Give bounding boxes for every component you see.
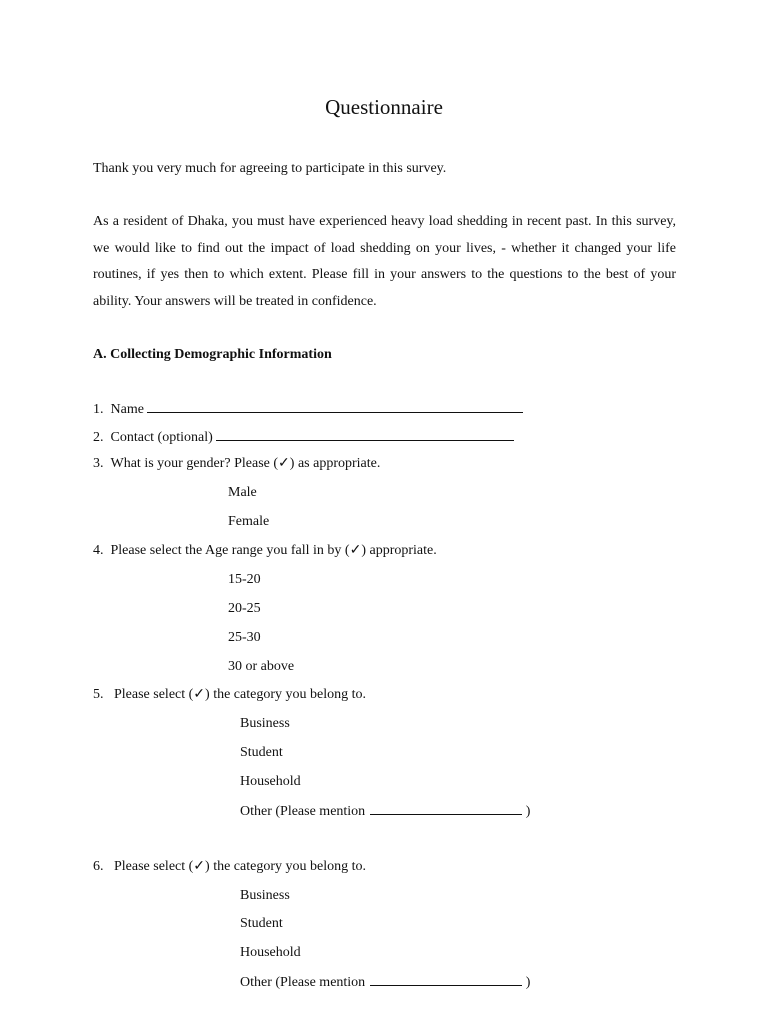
other-close-paren: ): [525, 804, 531, 819]
question-label: Name: [110, 402, 144, 417]
other-label: Other (Please mention: [240, 975, 366, 990]
option-household[interactable]: Household: [240, 945, 301, 960]
question-label: What is your gender? Please (✓) as appropriate.: [110, 456, 381, 471]
question-number: 5.: [93, 687, 104, 702]
option-student[interactable]: Student: [240, 745, 283, 760]
option-business[interactable]: Business: [240, 716, 290, 731]
question-label: Please select (✓) the category you belong to.: [114, 859, 366, 874]
option-business[interactable]: Business: [240, 888, 290, 903]
option-student[interactable]: Student: [240, 916, 283, 931]
question-label: Please select the Age range you fall in by (✓) appropriate.: [110, 543, 437, 558]
question-label: Please select (✓) the category you belong to.: [114, 687, 366, 702]
question-category: [93, 684, 366, 706]
question-gender: [93, 453, 380, 475]
option-other[interactable]: [240, 800, 530, 823]
question-number: 3.: [93, 456, 104, 471]
option-age-20-25[interactable]: 20-25: [228, 601, 261, 616]
other-label: Other (Please mention: [240, 804, 366, 819]
option-female[interactable]: Female: [228, 514, 270, 529]
question-category-2: [93, 856, 366, 878]
other-blank-line[interactable]: [370, 800, 522, 815]
question-number: 2.: [93, 430, 104, 445]
question-number: 6.: [93, 859, 104, 874]
option-household[interactable]: Household: [240, 774, 301, 789]
option-age-25-30[interactable]: 25-30: [228, 630, 261, 645]
contact-blank-line[interactable]: [216, 426, 514, 441]
question-number: 4.: [93, 543, 104, 558]
other-close-paren: ): [525, 975, 531, 990]
name-blank-line[interactable]: [147, 398, 523, 413]
question-label: Contact (optional): [110, 430, 213, 445]
option-other[interactable]: [240, 971, 530, 994]
option-male[interactable]: Male: [228, 485, 257, 500]
section-heading: A. Collecting Demographic Information: [93, 347, 332, 362]
document-title: Questionnaire: [325, 95, 443, 119]
question-contact: [93, 426, 514, 449]
intro-paragraph: Thank you very much for agreeing to participate in this survey.: [93, 161, 447, 176]
body-paragraph: As a resident of Dhaka, you must have experienced heavy load shedding in recent past. In this survey, we would like to find out the impact of load shedding on your lives, - whether it changed your life routines, if yes then to which extent. Please fill in your answers to the questions to the best of your ability. Your answers will be treated in confidence.: [93, 214, 676, 309]
question-age: [93, 540, 437, 562]
question-name: [93, 398, 523, 421]
option-age-30-above[interactable]: 30 or above: [228, 659, 295, 674]
other-blank-line[interactable]: [370, 971, 522, 986]
question-number: 1.: [93, 402, 104, 417]
option-age-15-20[interactable]: 15-20: [228, 572, 261, 587]
